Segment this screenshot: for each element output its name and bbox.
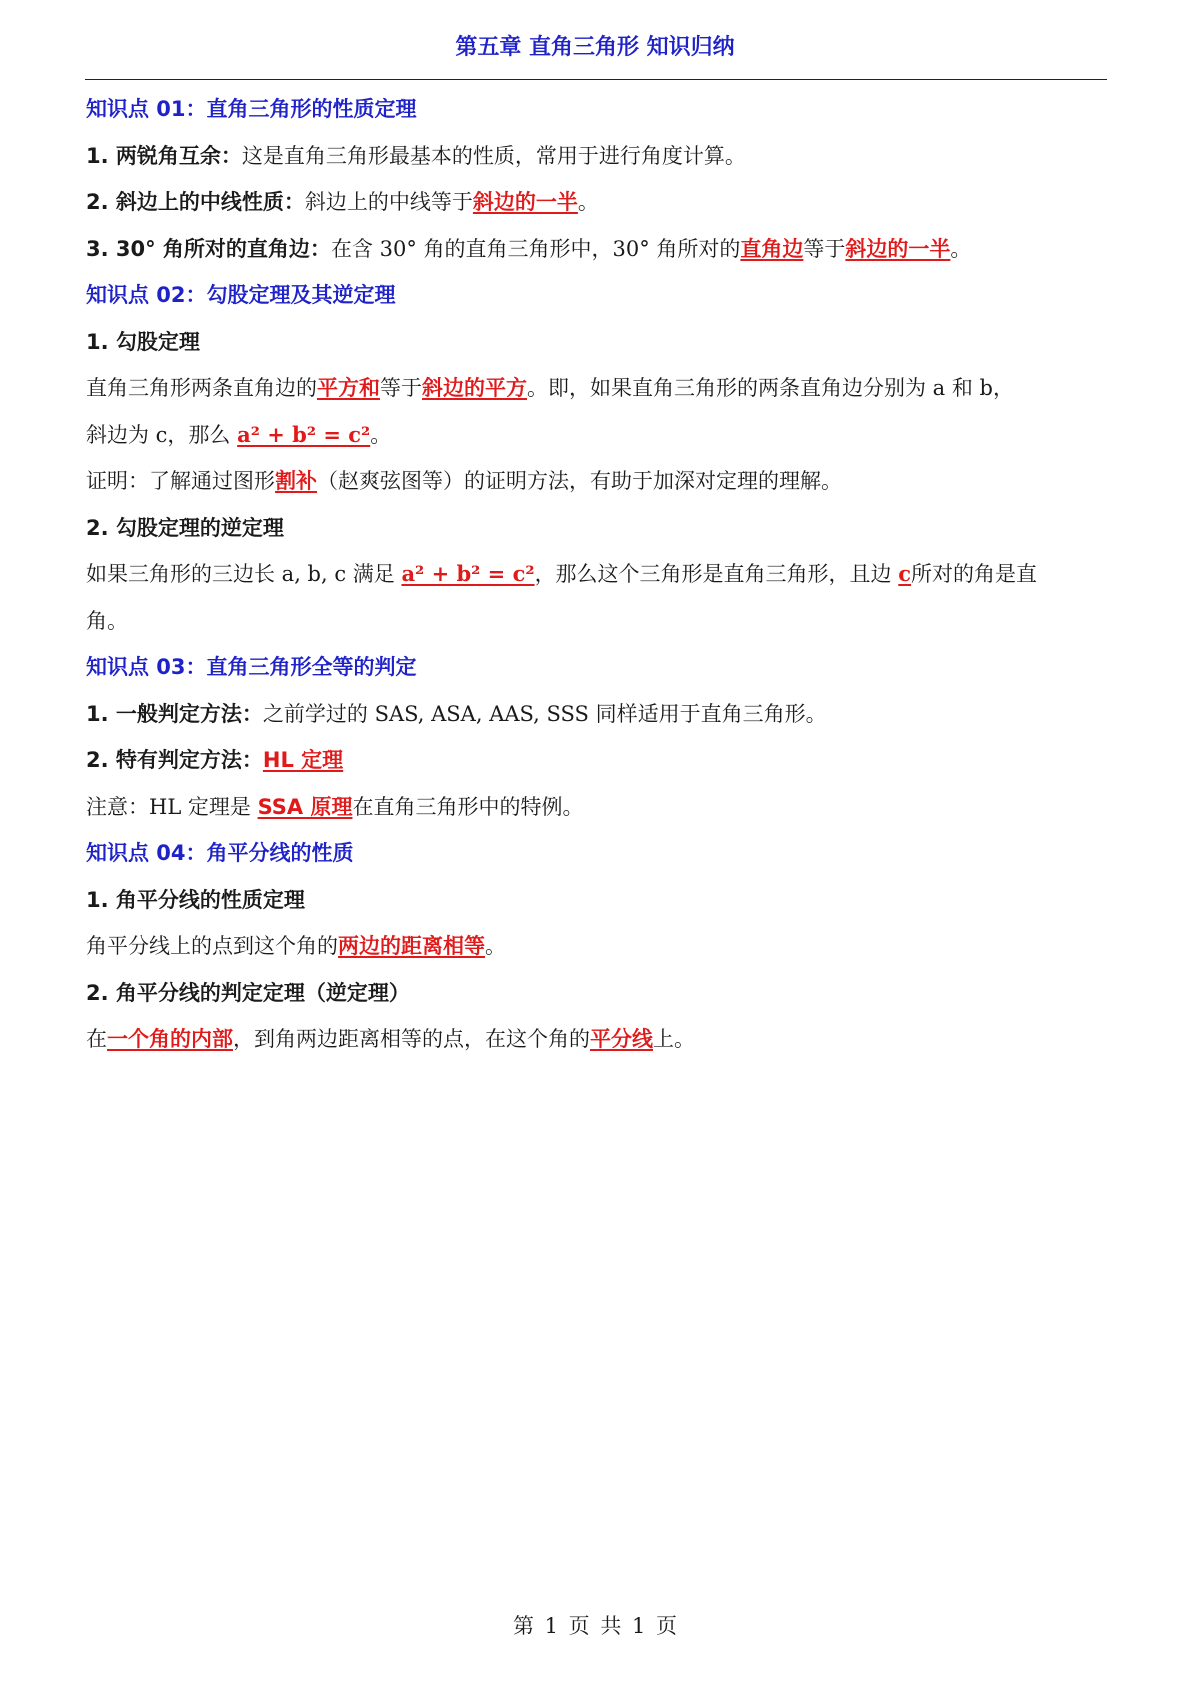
key-term: HL 定理: [262, 748, 344, 772]
key-term: 斜边的平方: [422, 376, 527, 400]
page-title: 第五章 直角三角形 知识归纳: [455, 35, 735, 60]
s2-subheading-1: 1. 勾股定理: [86, 329, 200, 354]
item-text: 在含 30° 角的直角三角形中，30° 角所对的: [330, 236, 741, 261]
para-text: 。: [370, 422, 392, 447]
section-heading-03: 知识点 03：直角三角形全等的判定: [86, 655, 417, 679]
para-text: 上。: [653, 1027, 695, 1051]
para-text: 等于: [380, 376, 422, 400]
s1-item-3: [86, 226, 1111, 273]
para-text: 在: [86, 1027, 107, 1051]
s2-paragraph-1-cont: [86, 412, 1111, 459]
page-footer: 第 1 页 共 1 页: [512, 1614, 678, 1638]
section-heading-04: 知识点 04：角平分线的性质: [86, 841, 354, 865]
para-text: 直角三角形两条直角边的: [86, 376, 317, 400]
para-text: 注意：HL 定理是: [86, 794, 258, 819]
section-heading-02: 知识点 02：勾股定理及其逆定理: [86, 283, 396, 307]
para-text: 所对的角是直: [911, 562, 1038, 586]
pythagorean-formula: a² + b² = c²: [401, 561, 535, 586]
item-label: 1. 一般判定方法：: [86, 701, 263, 726]
s3-note: [86, 784, 1111, 831]
para-text: ，那么这个三角形是直角三角形，且边: [534, 562, 899, 586]
item-label: 2. 斜边上的中线性质：: [86, 190, 305, 214]
s4-subheading-1: 1. 角平分线的性质定理: [86, 887, 305, 912]
document-body: [86, 86, 1111, 1063]
key-term: 一个角的内部: [107, 1027, 233, 1051]
title-divider: [85, 79, 1107, 80]
s3-item-1: [86, 691, 1111, 738]
item-label: 3. 30° 角所对的直角边：: [86, 236, 331, 261]
s3-item-2: [86, 737, 1111, 784]
key-term: c: [898, 561, 912, 586]
para-text: 斜边为 c，那么: [86, 422, 238, 447]
section-heading-01: 知识点 01：直角三角形的性质定理: [86, 97, 417, 121]
s2-proof-note: [86, 458, 1111, 505]
s4-paragraph-1: [86, 923, 1111, 970]
key-term: 直角边: [740, 236, 804, 261]
key-term: 斜边的一半: [845, 236, 951, 261]
pythagorean-formula: a² + b² = c²: [237, 421, 371, 447]
key-term: 割补: [275, 469, 317, 493]
s4-subheading-2: 2. 角平分线的判定定理（逆定理）: [86, 980, 410, 1005]
para-text: 角平分线上的点到这个角的: [86, 934, 338, 958]
item-label: 2. 特有判定方法：: [86, 748, 263, 772]
para-text: ，到角两边距离相等的点，在这个角的: [233, 1027, 590, 1051]
s2-paragraph-2: [86, 551, 1111, 598]
item-text: 这是直角三角形最基本的性质，常用于进行角度计算。: [241, 143, 746, 168]
para-text: 在直角三角形中的特例。: [352, 794, 584, 819]
key-term: 两边的距离相等: [338, 934, 485, 958]
s2-subheading-2: 2. 勾股定理的逆定理: [86, 515, 284, 540]
para-text: 。: [485, 934, 506, 958]
s1-item-1: [86, 133, 1111, 180]
para-text: （赵爽弦图等）的证明方法，有助于加深对定理的理解。: [317, 469, 842, 493]
para-text: 。即，如果直角三角形的两条直角边分别为 a 和 b，: [527, 376, 1014, 400]
item-text: 等于: [803, 236, 846, 261]
item-text: 斜边上的中线等于: [304, 190, 473, 214]
key-term: 斜边的一半: [472, 190, 578, 214]
s2-paragraph-1: [86, 365, 1111, 412]
item-text: 。: [950, 236, 972, 261]
para-text: 证明：了解通过图形: [86, 469, 275, 493]
s1-item-2: [86, 179, 1111, 226]
item-text: 。: [577, 190, 599, 214]
key-term: SSA 原理: [257, 794, 353, 819]
key-term: 平分线: [590, 1027, 653, 1051]
s4-paragraph-2: [86, 1016, 1111, 1063]
key-term: 平方和: [317, 376, 380, 400]
s2-paragraph-2-cont: 角。: [86, 608, 128, 633]
para-text: 如果三角形的三边长 a, b, c 满足: [86, 562, 402, 586]
item-text: 之前学过的 SAS, ASA, AAS, SSS 同样适用于直角三角形。: [262, 701, 827, 726]
item-label: 1. 两锐角互余：: [86, 143, 242, 168]
